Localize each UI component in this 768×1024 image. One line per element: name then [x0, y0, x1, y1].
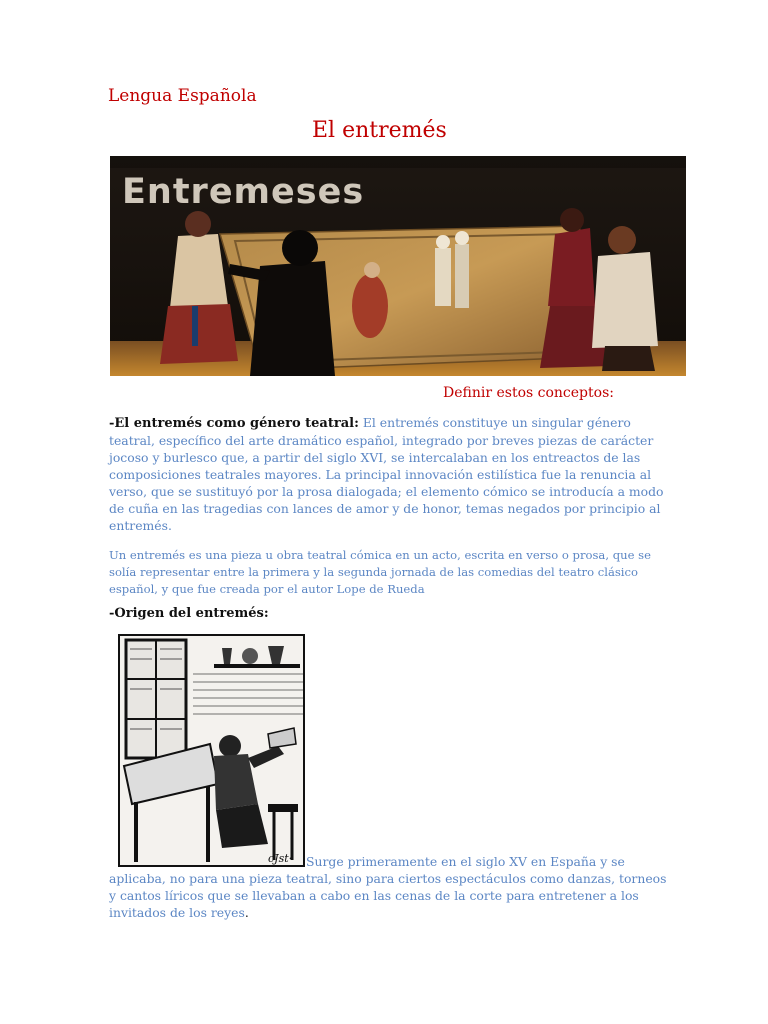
- svg-text:cJst·: cJst·: [268, 852, 293, 865]
- origin-text: aplicaba, no para una pieza teatral, sino para ciertos espectáculos como danzas, torneos y cantos líricos que se llevaban a cabo en las cenas de la corte para entretener a los invitados de los reyes: [109, 871, 667, 920]
- concept-genre-paragraph: [109, 414, 669, 534]
- woodcut-scribe-illustration: [118, 634, 305, 867]
- concept-definition-paragraph: Un entremés es una pieza u obra teatral cómica en un acto, escrita en verso o prosa, que se solía representar entre la primera y la segunda jornada de las comedias del teatro clásico español, y que fue creada por el autor Lope de Rueda: [109, 548, 651, 596]
- concept-genre-text: El entremés constituye un singular género teatral, específico del arte dramático español, integrado por breves piezas de carácter jocoso y burlesco que, a partir del siglo XVI, se intercalaban en los entreactos de las composiciones teatrales mayores. La principal innovación estilística fue la renuncia al verso, que se sustituyó por la prosa dialogada; el elemento cómico se introducía a modo de cuña en las tragedias con lances de amor y de honor, temas negados por principio al entremés.: [109, 415, 664, 533]
- origin-first-line: Surge primeramente en el siglo XV en España y se: [306, 854, 625, 869]
- origin-heading: -Origen del entremés:: [109, 606, 269, 621]
- origin-paragraph: [109, 853, 669, 921]
- banner-word: Entremeses: [122, 172, 365, 212]
- origin-end-dot: .: [244, 905, 249, 920]
- entremeses-banner-image: [110, 156, 686, 376]
- define-concepts-heading: Definir estos conceptos:: [443, 385, 614, 401]
- concept-genre-lead: -El entremés como género teatral:: [109, 416, 359, 431]
- woodcut-image: [118, 634, 305, 867]
- subject-label: Lengua Española: [108, 86, 257, 106]
- page-title: El entremés: [312, 118, 447, 143]
